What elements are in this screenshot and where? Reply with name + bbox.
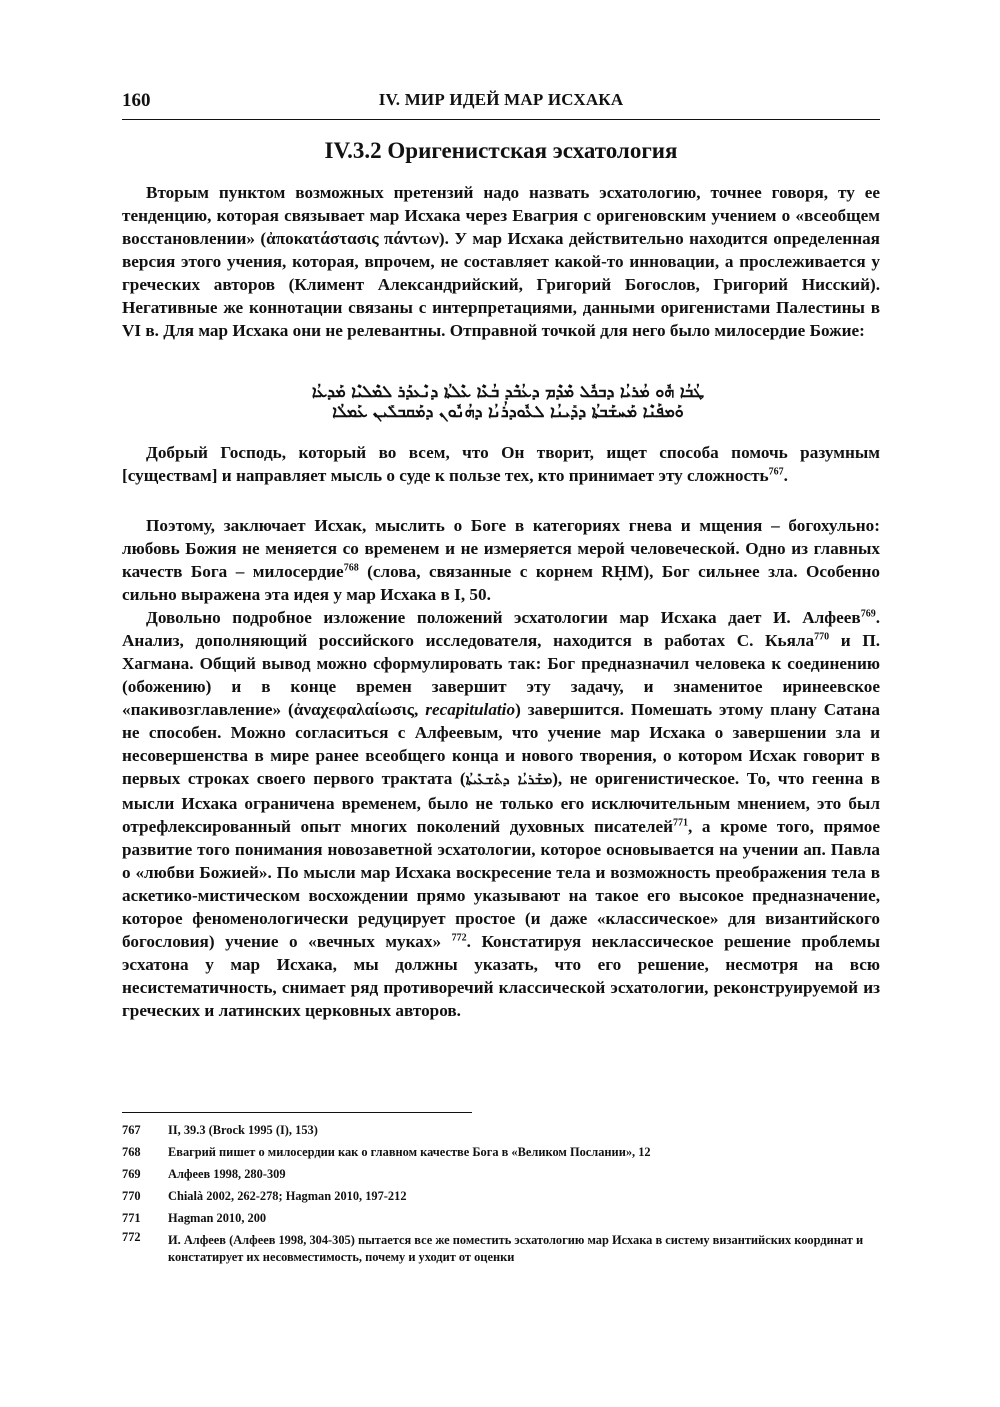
footnote-text: II, 39.3 (Brock 1995 (I), 153) bbox=[168, 1123, 318, 1137]
syriac-quote-line-1: ܛܳܒܳܐ ܗܽܘ ܡܳܪܝܳܐ ܕܒܟܽܠ ܡܶܕܶܡ ܕܥܳܒܶܕ ܒܳܥܶܐ ܥܶܠܬܳܐ ܕܢܶܥܕܰܪ ܠܡܶܠܝܶܐ ܡܰܕܥܳܐ bbox=[311, 382, 705, 401]
footnote-771 bbox=[122, 1207, 882, 1229]
para4-text-c: и П. Хагмана. Общий вывод можно сформулировать так: Бог предназначил человека к соединению (обожению) и в конце времен завершит эту задачу, и знаменитое иринеевское «пакивозглавление» (ἀναχεφαλαίωσις, bbox=[122, 631, 880, 719]
footnote-ref-768[interactable]: 768 bbox=[343, 562, 359, 574]
footnote-ref-767[interactable]: 767 bbox=[768, 466, 784, 478]
footnote-number: 768 bbox=[122, 1145, 141, 1159]
footnote-768 bbox=[122, 1141, 882, 1163]
syriac-inline: ܡܫܰܪܝܳܐ ܕܬܰܫܥܺܝܬܳܐ bbox=[465, 772, 553, 788]
footnote-772 bbox=[122, 1229, 882, 1266]
section-title: IV.3.2 Оригенистская эсхатология bbox=[324, 138, 678, 163]
paragraph-intro: Вторым пунктом возможных претензий надо назвать эсхатологию, точнее говоря, ту ее тенденцию, которая связывает мар Исхака через Евагрия с оригеновским учением о «всеобщем восстановлении» (ἀποκατάστασις πάντων). У мар Исхака действительно находится определенная версия этого учения, которая, впрочем, не составляет какой-то инновации, а прослеживается у греческих авторов (Климент Александрийский, Григорий Богослов, Григорий Нисский). Негативные же коннотации связаны с интерпретациями, данными оригенистами Палестины в VI в. Для мар Исхака они не релевантны. Отправной точкой для него было милосердие Божие: bbox=[122, 183, 880, 340]
paragraph-alfeev bbox=[122, 606, 880, 1022]
paragraph-blasphemy bbox=[122, 514, 880, 606]
para4-text-a: Довольно подробное изложение положений эсхатологии мар Исхака дает И. Алфеев bbox=[146, 608, 861, 627]
footnote-767 bbox=[122, 1119, 882, 1141]
footnote-text: И. Алфеев (Алфеев 1998, 304-305) пытается все же поместить эсхатологию мар Исхака в систему византийских координат и констатирует их несовместимость, почему и уходит от оценки bbox=[168, 1233, 864, 1264]
latin-term: recapitulatio bbox=[425, 700, 516, 719]
footnote-number: 772 bbox=[122, 1230, 141, 1244]
para3-text-a: Поэтому, заключает Исхак, мыслить о Боге в категориях гнева и мщения – богохульно: любовь Божия не меняется со временем и не измеряется мерой человеческой. Одно из главных качеств Бога – милосердие bbox=[122, 516, 880, 581]
footnote-number: 769 bbox=[122, 1167, 141, 1181]
footnote-ref-770[interactable]: 770 bbox=[814, 631, 830, 643]
footnote-text: Евагрий пишет о милосердии как о главном качестве Бога в «Великом Послании», 12 bbox=[168, 1145, 651, 1159]
footnote-number: 767 bbox=[122, 1123, 141, 1137]
page-header bbox=[122, 90, 880, 116]
page-number: 160 bbox=[122, 90, 151, 111]
footnote-number: 771 bbox=[122, 1211, 141, 1225]
footnote-ref-772[interactable]: 772 bbox=[451, 932, 467, 944]
para4-text-e: ), не оригенистическое. То, что геенна в мысли Исхака ограничена временем, было не только его исключительным мнением, это был отрефлексированный опыт многих поколений духовных писателей bbox=[122, 769, 880, 836]
para4-text-b: . Анализ, дополняющий российского исследователя, находится в работах С. Кьяла bbox=[122, 608, 880, 650]
footnotes bbox=[122, 1119, 882, 1266]
header-rule bbox=[122, 119, 880, 120]
syriac-quote bbox=[150, 382, 866, 426]
translation-end: . bbox=[783, 466, 788, 485]
para3-text-b: (слова, связанные с корнем RḤM), Бог сильнее зла. Особенно сильно выражена эта идея у мар Исхака в I, 50. bbox=[122, 562, 880, 604]
paragraph-translation bbox=[122, 441, 880, 487]
footnote-text: Chialà 2002, 262-278; Hagman 2010, 197-212 bbox=[168, 1189, 407, 1203]
footnote-ref-769[interactable]: 769 bbox=[860, 608, 876, 620]
footnote-text: Алфеев 1998, 280-309 bbox=[168, 1167, 286, 1181]
footnote-ref-771[interactable]: 771 bbox=[673, 817, 689, 829]
footnote-769 bbox=[122, 1163, 882, 1185]
syriac-quote-line-2: ܘܰܡܦܰܢܶܐ ܡܰܚܫܰܒܬܳܐ ܕܕܺܝܢܳܐ ܠܥܽܘܕܪܳܢܳܐ ܕܗܳܢܽܘܢ ܕܡܰܩܒܠܺܝܢ ܥܰܡܠܳܐ bbox=[332, 402, 684, 421]
running-title: IV. МИР ИДЕЙ МАР ИСХАКА bbox=[378, 90, 624, 109]
footnote-rule bbox=[122, 1112, 472, 1113]
para4-text-d: ) завершится. Помешать этому плану Сатана не способен. Можно согласиться с Алфеевым, что учение мар Исхака о завершении зла и несовершенства в мире ранее всеобщего конца и нового творения, о котором Исхак говорит в первых строках своего первого трактата ( bbox=[122, 700, 881, 788]
footnote-number: 770 bbox=[122, 1189, 141, 1203]
main-text bbox=[122, 514, 880, 1022]
para4-text-g: . Констатируя неклассическое решение проблемы эсхатона у мар Исхака, мы должны указать, что его решение, несмотря на всю несистематичность, снимает ряд противоречий классической эсхатологии, реконструируемой из греческих и латинских церковных авторов. bbox=[122, 932, 880, 1020]
footnote-text: Hagman 2010, 200 bbox=[168, 1211, 267, 1225]
para4-text-f: , а кроме того, прямое развитие того понимания новозаветной эсхатологии, которое основывается на учении ап. Павла о «любви Божией». По мысли мар Исхака воскресение тела и возможность преображения тела в аскетико-мистическом восхождении прямо указывают на такое его высокое предназначение, которое феноменологически редуцирует простое (и даже «классическое» для византийского богословия) учение о «вечных муках» bbox=[122, 817, 880, 951]
footnote-770 bbox=[122, 1185, 882, 1207]
translation-text: Добрый Господь, который во всем, что Он творит, ищет способа помочь разумным [существам] и направляет мысль о суде к пользе тех, кто принимает эту сложность bbox=[122, 443, 880, 485]
